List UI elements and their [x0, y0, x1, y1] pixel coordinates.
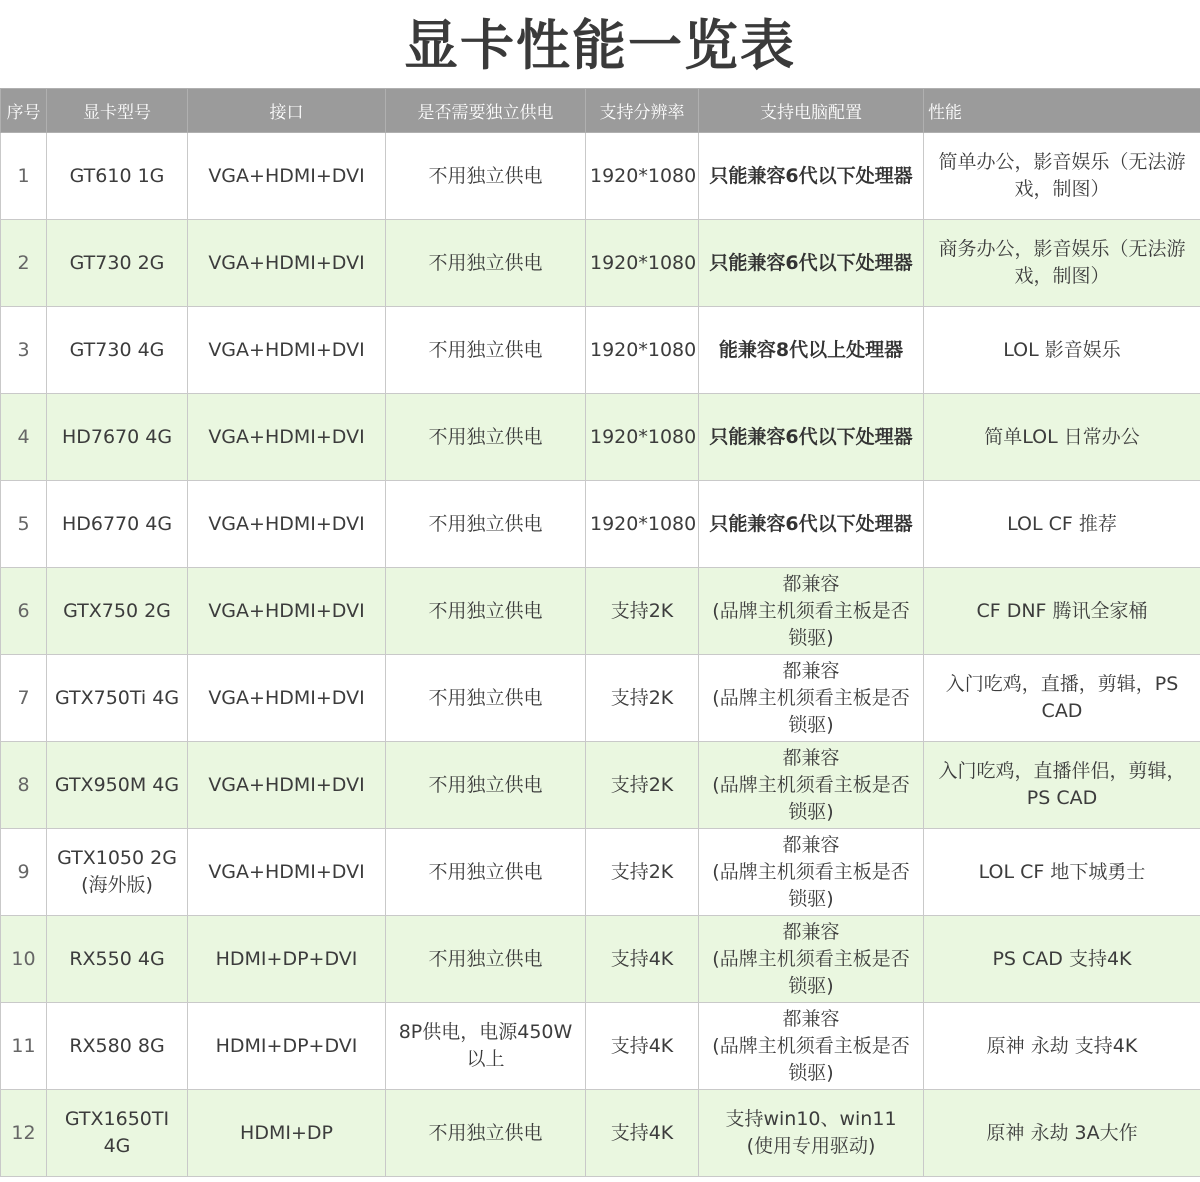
cell-port: VGA+HDMI+DVI — [188, 394, 386, 481]
cell-power: 不用独立供电 — [386, 307, 586, 394]
cell-port: VGA+HDMI+DVI — [188, 220, 386, 307]
cell-pc-config: 只能兼容6代以下处理器 — [699, 133, 924, 220]
gpu-table — [0, 88, 1200, 1177]
table-row — [1, 481, 1200, 568]
cell-power: 不用独立供电 — [386, 1090, 586, 1177]
cell-index: 9 — [1, 829, 47, 916]
cell-index: 4 — [1, 394, 47, 481]
header-resolution: 支持分辨率 — [586, 89, 699, 133]
cell-model: GT610 1G — [47, 133, 188, 220]
header-power: 是否需要独立供电 — [386, 89, 586, 133]
cell-power: 不用独立供电 — [386, 916, 586, 1003]
cell-model: RX550 4G — [47, 916, 188, 1003]
cell-port: VGA+HDMI+DVI — [188, 829, 386, 916]
cell-port: VGA+HDMI+DVI — [188, 568, 386, 655]
cell-power: 不用独立供电 — [386, 394, 586, 481]
table-row — [1, 742, 1200, 829]
cell-pc-config: 都兼容 (品牌主机须看主板是否锁驱) — [699, 655, 924, 742]
cell-port: VGA+HDMI+DVI — [188, 742, 386, 829]
cell-model: GTX1050 2G (海外版) — [47, 829, 188, 916]
cell-pc-config: 能兼容8代以上处理器 — [699, 307, 924, 394]
cell-power: 不用独立供电 — [386, 655, 586, 742]
cell-performance: 入门吃鸡，直播，剪辑，PS CAD — [924, 655, 1200, 742]
cell-power: 不用独立供电 — [386, 742, 586, 829]
table-row — [1, 394, 1200, 481]
cell-port: HDMI+DP — [188, 1090, 386, 1177]
page-title: 显卡性能一览表 — [404, 14, 796, 77]
cell-pc-config: 都兼容 (品牌主机须看主板是否锁驱) — [699, 742, 924, 829]
table-row — [1, 1003, 1200, 1090]
cell-power: 不用独立供电 — [386, 829, 586, 916]
cell-index: 6 — [1, 568, 47, 655]
cell-power: 8P供电，电源450W以上 — [386, 1003, 586, 1090]
header-performance: 性能 — [924, 89, 1200, 133]
cell-model: GTX750 2G — [47, 568, 188, 655]
cell-index: 11 — [1, 1003, 47, 1090]
cell-performance: 简单办公，影音娱乐（无法游戏，制图） — [924, 133, 1200, 220]
cell-port: VGA+HDMI+DVI — [188, 133, 386, 220]
cell-resolution: 1920*1080 — [586, 307, 699, 394]
cell-power: 不用独立供电 — [386, 133, 586, 220]
cell-port: VGA+HDMI+DVI — [188, 481, 386, 568]
cell-resolution: 支持4K — [586, 916, 699, 1003]
cell-resolution: 支持4K — [586, 1090, 699, 1177]
cell-performance: 商务办公，影音娱乐（无法游戏，制图） — [924, 220, 1200, 307]
cell-port: HDMI+DP+DVI — [188, 1003, 386, 1090]
cell-resolution: 支持2K — [586, 742, 699, 829]
table-row — [1, 829, 1200, 916]
cell-resolution: 1920*1080 — [586, 133, 699, 220]
cell-pc-config: 只能兼容6代以下处理器 — [699, 220, 924, 307]
cell-port: VGA+HDMI+DVI — [188, 655, 386, 742]
table-row — [1, 133, 1200, 220]
cell-pc-config: 都兼容 (品牌主机须看主板是否锁驱) — [699, 829, 924, 916]
cell-performance: 入门吃鸡，直播伴侣，剪辑，PS CAD — [924, 742, 1200, 829]
cell-performance: 简单LOL 日常办公 — [924, 394, 1200, 481]
cell-performance: 原神 永劫 3A大作 — [924, 1090, 1200, 1177]
cell-performance: LOL 影音娱乐 — [924, 307, 1200, 394]
cell-performance: LOL CF 地下城勇士 — [924, 829, 1200, 916]
table-row — [1, 916, 1200, 1003]
table-row — [1, 655, 1200, 742]
cell-port: HDMI+DP+DVI — [188, 916, 386, 1003]
cell-resolution: 1920*1080 — [586, 481, 699, 568]
header-row — [1, 89, 1200, 133]
table-row — [1, 307, 1200, 394]
cell-index: 3 — [1, 307, 47, 394]
cell-performance: PS CAD 支持4K — [924, 916, 1200, 1003]
header-pc-config: 支持电脑配置 — [699, 89, 924, 133]
cell-index: 7 — [1, 655, 47, 742]
cell-model: HD6770 4G — [47, 481, 188, 568]
cell-pc-config: 都兼容 (品牌主机须看主板是否锁驱) — [699, 916, 924, 1003]
cell-performance: LOL CF 推荐 — [924, 481, 1200, 568]
cell-model: GTX750Ti 4G — [47, 655, 188, 742]
header-port: 接口 — [188, 89, 386, 133]
cell-power: 不用独立供电 — [386, 568, 586, 655]
cell-pc-config: 都兼容 (品牌主机须看主板是否锁驱) — [699, 1003, 924, 1090]
cell-resolution: 支持2K — [586, 568, 699, 655]
cell-performance: CF DNF 腾讯全家桶 — [924, 568, 1200, 655]
cell-model: GT730 4G — [47, 307, 188, 394]
cell-index: 2 — [1, 220, 47, 307]
cell-index: 10 — [1, 916, 47, 1003]
cell-power: 不用独立供电 — [386, 481, 586, 568]
table-row — [1, 1090, 1200, 1177]
cell-model: GTX1650TI 4G — [47, 1090, 188, 1177]
cell-pc-config: 支持win10、win11 (使用专用驱动) — [699, 1090, 924, 1177]
cell-performance: 原神 永劫 支持4K — [924, 1003, 1200, 1090]
cell-resolution: 支持2K — [586, 655, 699, 742]
cell-model: GT730 2G — [47, 220, 188, 307]
cell-power: 不用独立供电 — [386, 220, 586, 307]
cell-pc-config: 只能兼容6代以下处理器 — [699, 394, 924, 481]
cell-model: GTX950M 4G — [47, 742, 188, 829]
cell-port: VGA+HDMI+DVI — [188, 307, 386, 394]
cell-resolution: 1920*1080 — [586, 220, 699, 307]
cell-index: 1 — [1, 133, 47, 220]
cell-index: 8 — [1, 742, 47, 829]
table-row — [1, 220, 1200, 307]
cell-model: HD7670 4G — [47, 394, 188, 481]
header-index: 序号 — [1, 89, 47, 133]
cell-pc-config: 只能兼容6代以下处理器 — [699, 481, 924, 568]
cell-resolution: 支持4K — [586, 1003, 699, 1090]
header-model: 显卡型号 — [47, 89, 188, 133]
cell-model: RX580 8G — [47, 1003, 188, 1090]
cell-resolution: 1920*1080 — [586, 394, 699, 481]
cell-index: 12 — [1, 1090, 47, 1177]
cell-pc-config: 都兼容 (品牌主机须看主板是否锁驱) — [699, 568, 924, 655]
cell-index: 5 — [1, 481, 47, 568]
cell-resolution: 支持2K — [586, 829, 699, 916]
table-row — [1, 568, 1200, 655]
